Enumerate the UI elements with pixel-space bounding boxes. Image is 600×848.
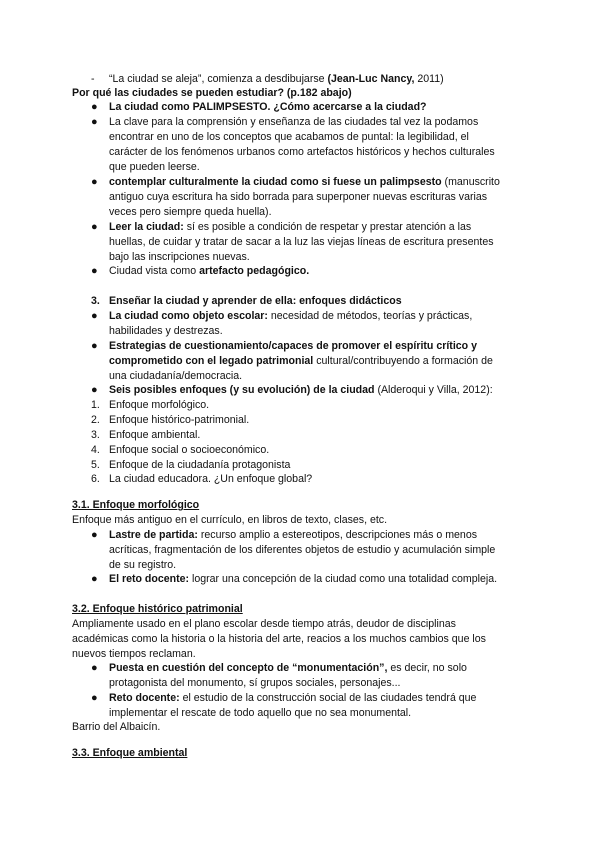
puesta-line-2: protagonista del monumento, sí grupos sociales, personajes... <box>109 677 401 689</box>
lastre-line-2: acríticas, fragmentación de los diferentes objetos de estudio y acumulación simple <box>109 544 496 556</box>
objeto-line-1 <box>109 309 472 324</box>
s31-reto-rest: lograr una concepción de la ciudad como una totalidad compleja. <box>189 573 498 585</box>
s32-reto-line-1 <box>109 691 476 706</box>
lastre-bold: Lastre de partida: <box>109 529 198 541</box>
intro-quote-year: 2011) <box>414 73 444 85</box>
puesta-rest: es decir, no solo <box>387 662 467 674</box>
contemplar-rest: (manuscrito <box>441 176 500 188</box>
s32-intro-1: Ampliamente usado en el plano escolar desde tiempo atrás, deudor de disciplinas <box>72 618 456 630</box>
heading-3-1: 3.1. Enfoque morfológico <box>72 499 200 511</box>
objeto-rest: necesidad de métodos, teorías y prácticas, <box>267 310 473 322</box>
enfoque-item: La ciudad educadora. ¿Un enfoque global? <box>109 473 313 485</box>
estrategias-rest: cultural/contribuyendo a formación de <box>313 355 493 367</box>
vista-line <box>109 264 309 279</box>
s31-intro: Enfoque más antiguo en el currículo, en libros de texto, clases, etc. <box>72 514 388 526</box>
intro-quote-author: (Jean-Luc Nancy, <box>327 73 415 85</box>
puesta-bold: Puesta en cuestión del concepto de “monumentación”, <box>109 662 388 674</box>
bullet-dot: ● <box>91 221 98 233</box>
estrategias-bold: comprometido con el legado patrimonial <box>109 355 314 367</box>
enfoque-item: Enfoque social o socioeconómico. <box>109 444 270 456</box>
bullet-dot: ● <box>91 265 98 277</box>
leer-rest: sí es posible a condición de respetar y prestar atención a las <box>183 221 472 233</box>
enfoque-item: Enfoque de la ciudadanía protagonista <box>109 459 291 471</box>
intro-quote-text: “La ciudad se aleja”, comienza a desdibujarse <box>109 73 328 85</box>
vista-bold: artefacto pedagógico. <box>199 265 310 277</box>
bullet-dot: ● <box>91 340 98 352</box>
seis-bold: Seis posibles enfoques (y su evolución) de la ciudad <box>109 384 375 396</box>
clave-line-1: La clave para la comprensión y enseñanza de las ciudades tal vez la podamos <box>109 116 479 128</box>
bullet-dot: ● <box>91 692 98 704</box>
bullet-dot: ● <box>91 101 98 113</box>
objeto-line-2: habilidades y destrezas. <box>109 325 223 337</box>
s32-reto-bold: Reto docente: <box>109 692 180 704</box>
dash-bullet: - <box>91 73 95 85</box>
objeto-bold: La ciudad como objeto escolar: <box>109 310 268 322</box>
estrategias-line-3: una ciudadanía/democracia. <box>109 370 243 382</box>
s31-reto-line <box>109 572 497 587</box>
bullet-dot: ● <box>91 384 98 396</box>
enfoque-item: Enfoque ambiental. <box>109 429 201 441</box>
s32-reto-line-2: implementar el rescate de todo aquello que no sea monumental. <box>109 707 412 719</box>
enfoque-number: 1. <box>91 399 100 411</box>
seis-line <box>109 383 493 398</box>
heading-3-2: 3.2. Enfoque histórico patrimonial <box>72 603 243 615</box>
enfoque-number: 5. <box>91 459 100 471</box>
s32-intro-3: nuevos tiempos reclaman. <box>72 648 196 660</box>
enfoque-number: 2. <box>91 414 100 426</box>
contemplar-line-3: veces pero siempre queda huella). <box>109 206 272 218</box>
enfoque-number: 6. <box>91 473 100 485</box>
bullet-dot: ● <box>91 310 98 322</box>
enfoque-item: Enfoque morfológico. <box>109 399 210 411</box>
clave-line-3: carácter de los fenómenos urbanos como artefactos históricos y hechos culturales <box>109 146 495 158</box>
s32-intro-2: académicas como la historia o la historia del arte, reacios a los muchos cambios que los <box>72 633 486 645</box>
section-3-number: 3. <box>91 295 100 307</box>
bullet-dot: ● <box>91 529 98 541</box>
intro-quote-line <box>109 72 444 87</box>
puesta-line-1 <box>109 661 467 676</box>
barrio-line: Barrio del Albaicín. <box>72 721 161 733</box>
lastre-rest: recurso amplio a estereotipos, descripciones más o menos <box>197 529 478 541</box>
seis-rest: (Alderoqui y Villa, 2012): <box>374 384 493 396</box>
heading-3-3: 3.3. Enfoque ambiental <box>72 747 188 759</box>
lastre-line-3: de su registro. <box>109 559 177 571</box>
enfoque-item: Enfoque histórico-patrimonial. <box>109 414 250 426</box>
bullet-dot: ● <box>91 176 98 188</box>
leer-bold: Leer la ciudad: <box>109 221 184 233</box>
bullet-dot: ● <box>91 573 98 585</box>
leer-line-3: bajo las inscripciones nuevas. <box>109 251 250 263</box>
estrategias-line-1: Estrategias de cuestionamiento/capaces de promover el espíritu crítico y <box>109 340 477 352</box>
contemplar-line-1 <box>109 175 500 190</box>
clave-line-4: que pueden leerse. <box>109 161 200 173</box>
palimpsesto-title: La ciudad como PALIMPSESTO. ¿Cómo acercarse a la ciudad? <box>109 101 427 113</box>
s31-reto-bold: El reto docente: <box>109 573 190 585</box>
enfoque-number: 3. <box>91 429 100 441</box>
bullet-dot: ● <box>91 116 98 128</box>
intro-question: Por qué las ciudades se pueden estudiar? (p.182 abajo) <box>72 87 352 99</box>
enfoque-number: 4. <box>91 444 100 456</box>
section-3-title: Enseñar la ciudad y aprender de ella: enfoques didácticos <box>109 295 402 307</box>
leer-line-1 <box>109 220 471 235</box>
vista-pre: Ciudad vista como <box>109 265 200 277</box>
lastre-line-1 <box>109 528 477 543</box>
bullet-dot: ● <box>91 662 98 674</box>
clave-line-2: encontrar en uno de los conceptos que acabamos de puntal: la legibilidad, el <box>109 131 469 143</box>
contemplar-bold: contemplar culturalmente la ciudad como si fuese un palimpsesto <box>109 176 442 188</box>
estrategias-line-2 <box>109 354 493 369</box>
leer-line-2: huellas, de cuidar y tratar de sacar a la luz las viejas líneas de escritura presentes <box>109 236 494 248</box>
s32-reto-rest: el estudio de la construcción social de las ciudades tendrá que <box>179 692 477 704</box>
contemplar-line-2: antiguo cuya escritura ha sido borrada para superponer nuevas escrituras varias <box>109 191 488 203</box>
